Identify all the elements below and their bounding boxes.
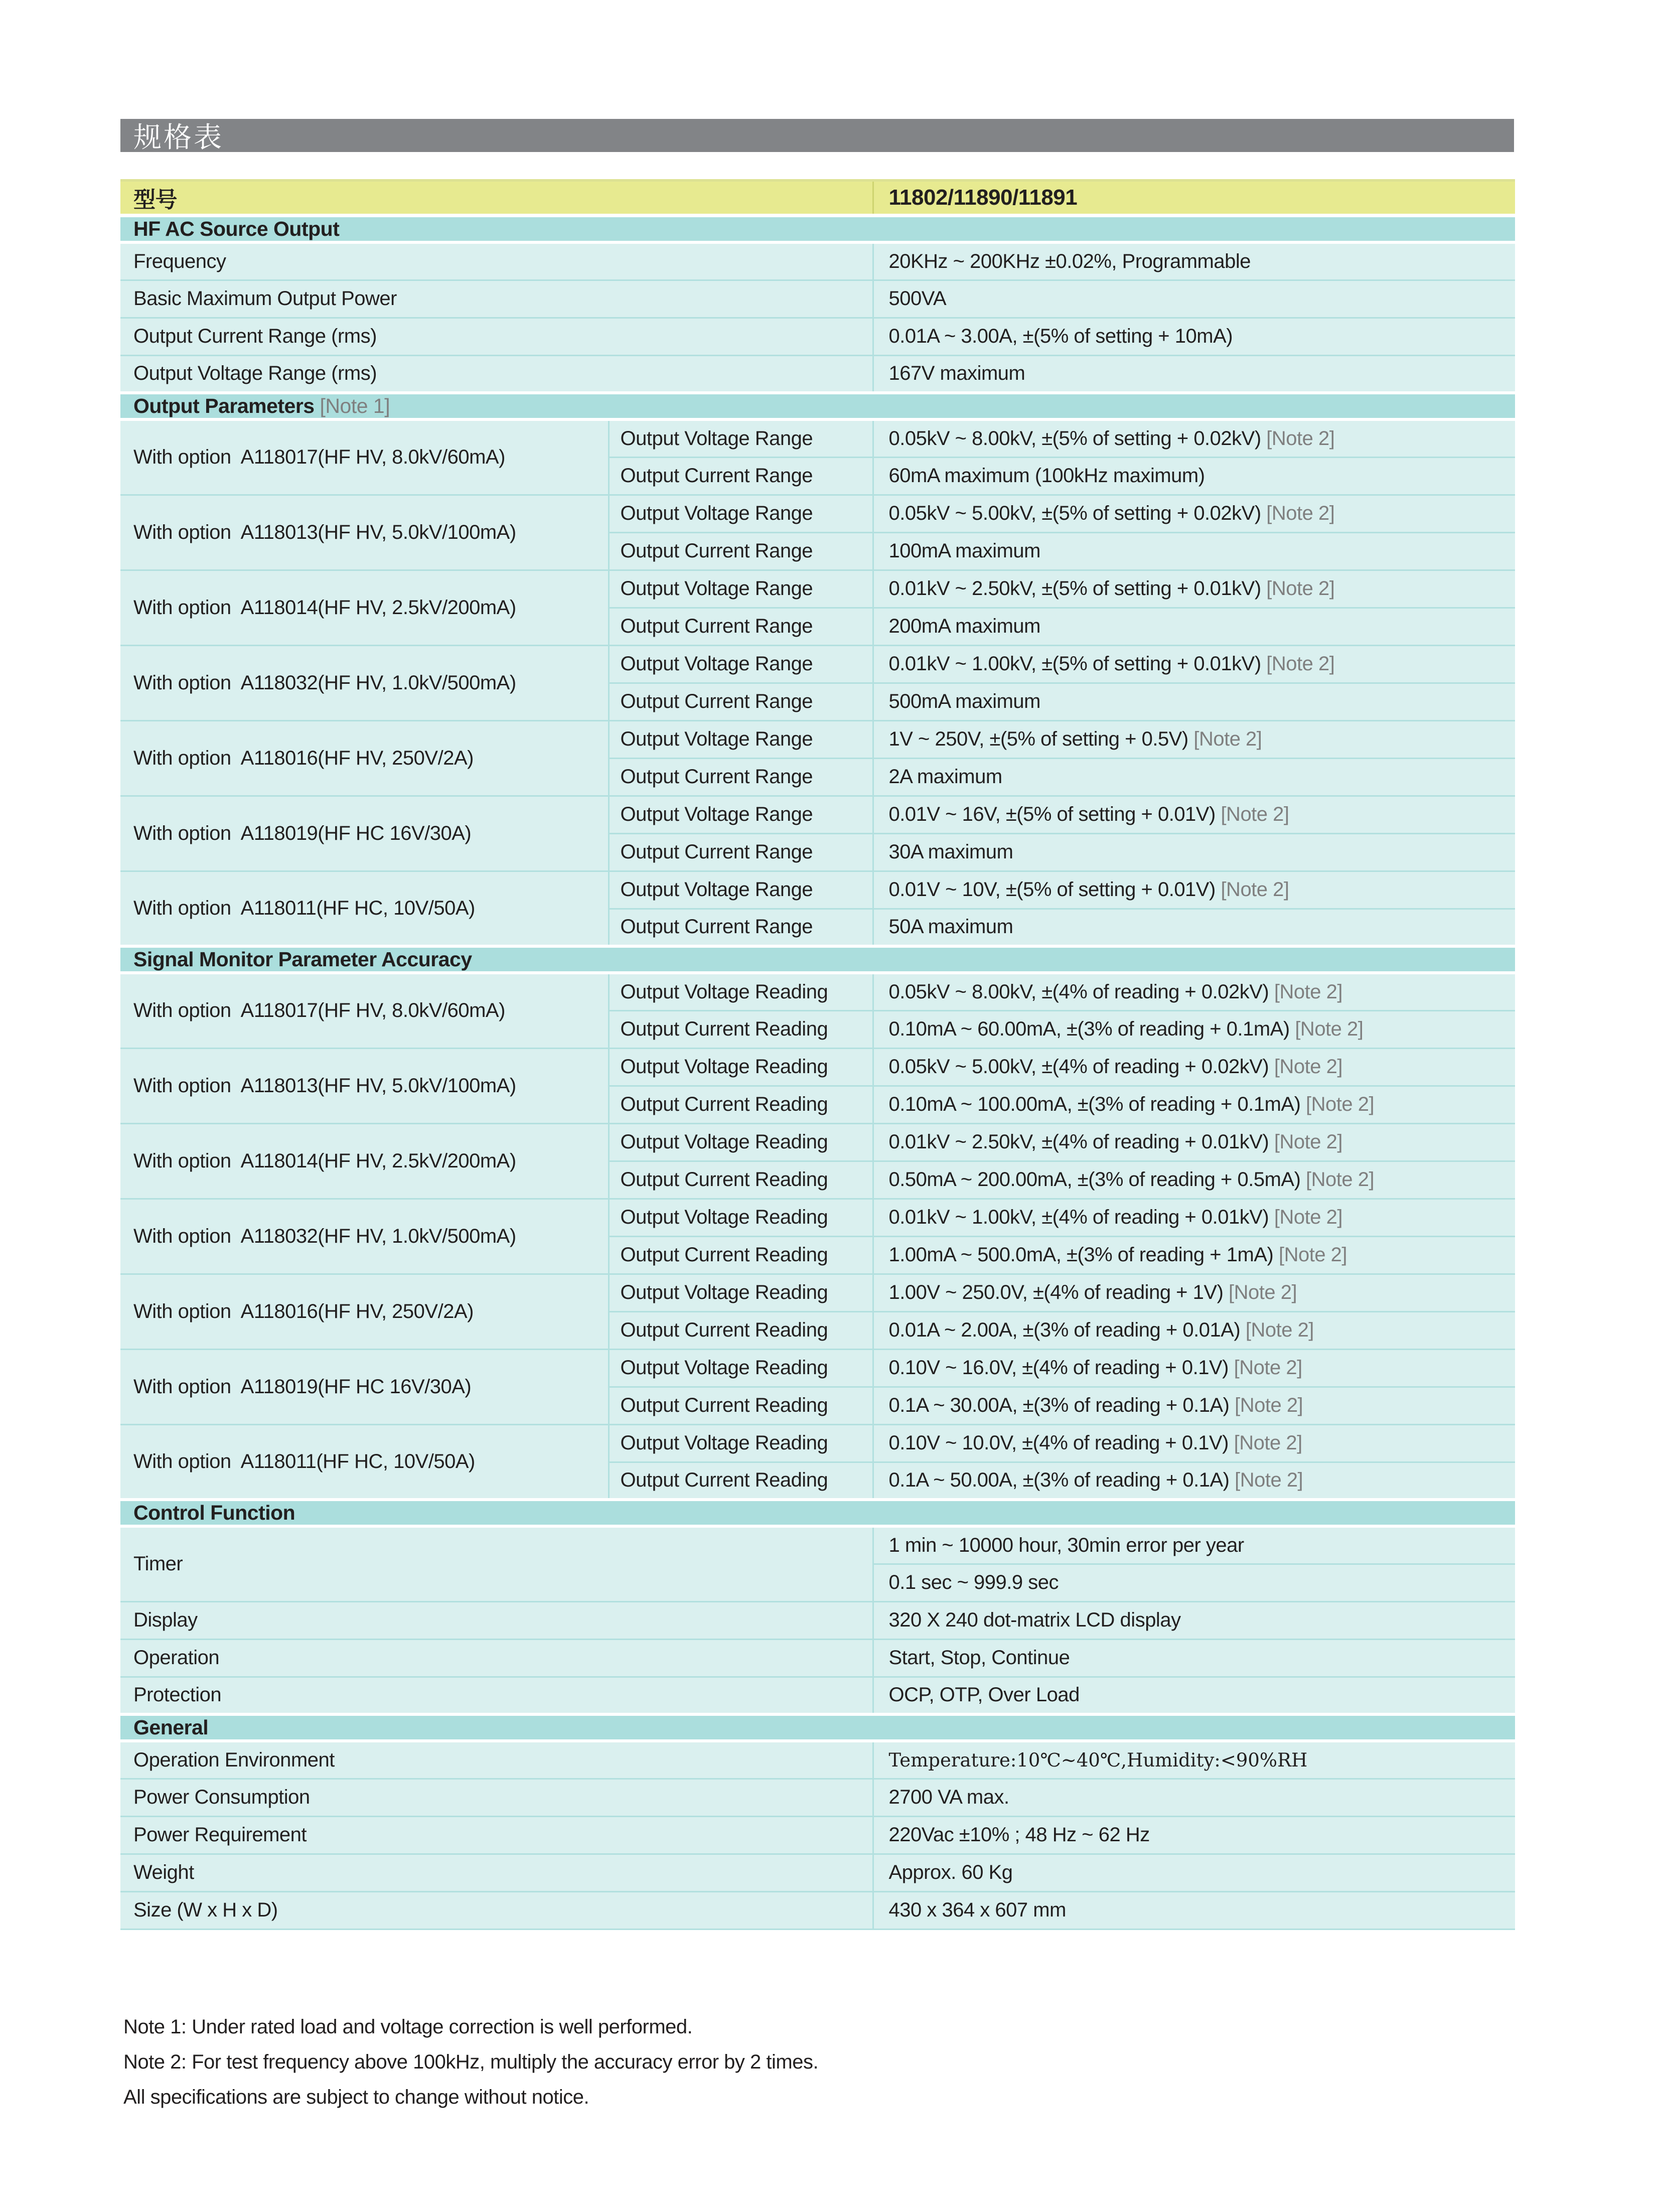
spec-value: 430 x 364 x 607 mm — [873, 1891, 1515, 1929]
sub-parameter-label: Output Current Range — [609, 608, 873, 645]
spec-value: 220Vac ±10% ; 48 Hz ~ 62 Hz — [873, 1816, 1515, 1854]
spec-row — [120, 1526, 1515, 1564]
footnote-1: Note 1: Under rated load and voltage correction is well performed. — [123, 2016, 693, 2038]
option-label: With option A118013(HF HV, 5.0kV/100mA) — [120, 495, 609, 570]
sub-parameter-label: Output Current Reading — [609, 1311, 873, 1349]
spec-value: 0.01A ~ 2.00A, ±(3% of reading + 0.01A) [Note 2] — [873, 1311, 1515, 1349]
sub-parameter-label: Output Current Reading — [609, 1086, 873, 1123]
note-ref: [Note 2] — [1266, 502, 1335, 524]
note-ref: [Note 2] — [1235, 1394, 1303, 1416]
spec-value: 50A maximum — [873, 909, 1515, 946]
spec-value: 500mA maximum — [873, 683, 1515, 720]
spec-value: 200mA maximum — [873, 608, 1515, 645]
spec-value: 100mA maximum — [873, 532, 1515, 570]
spec-value: 30A maximum — [873, 833, 1515, 871]
spec-value: 167V maximum — [873, 355, 1515, 393]
spec-value: Start, Stop, Continue — [873, 1639, 1515, 1677]
spec-label: Frequency — [120, 242, 873, 280]
note-ref: [Note 2] — [1245, 1319, 1314, 1341]
note-ref: [Note 2] — [1306, 1093, 1375, 1115]
spec-label: Output Current Range (rms) — [120, 318, 873, 355]
sub-parameter-label: Output Voltage Reading — [609, 973, 873, 1010]
option-label: With option A118013(HF HV, 5.0kV/100mA) — [120, 1048, 609, 1123]
option-row — [120, 645, 1515, 683]
spec-value: 20KHz ~ 200KHz ±0.02%, Programmable — [873, 242, 1515, 280]
option-row — [120, 1048, 1515, 1086]
spec-label: Weight — [120, 1854, 873, 1891]
option-label: With option A118016(HF HV, 250V/2A) — [120, 720, 609, 796]
note-ref: [Note 2] — [1274, 1131, 1342, 1153]
note-ref: [Note 2] — [1278, 1244, 1347, 1266]
option-row — [120, 796, 1515, 833]
sub-parameter-label: Output Current Reading — [609, 1010, 873, 1048]
spec-value: 60mA maximum (100kHz maximum) — [873, 457, 1515, 495]
spec-row — [120, 1639, 1515, 1677]
section-title: HF AC Source Output — [120, 216, 1515, 243]
spec-value: 0.10V ~ 10.0V, ±(4% of reading + 0.1V) [Note 2] — [873, 1424, 1515, 1462]
spec-row — [120, 1779, 1515, 1816]
option-row — [120, 871, 1515, 909]
section-title: Output Parameters [Note 1] — [120, 393, 1515, 419]
sub-parameter-label: Output Voltage Reading — [609, 1123, 873, 1161]
option-row — [120, 1424, 1515, 1462]
spec-value: Approx. 60 Kg — [873, 1854, 1515, 1891]
note-ref: [Note 1] — [320, 394, 390, 417]
spec-label: Size (W x H x D) — [120, 1891, 873, 1929]
spec-value: 0.1A ~ 50.00A, ±(3% of reading + 0.1A) [Note 2] — [873, 1462, 1515, 1500]
model-value: 11802/11890/11891 — [873, 181, 1515, 216]
spec-value: 0.05kV ~ 5.00kV, ±(5% of setting + 0.02kV) [Note 2] — [873, 495, 1515, 532]
sub-parameter-label: Output Current Reading — [609, 1462, 873, 1500]
sub-parameter-label: Output Voltage Reading — [609, 1274, 873, 1311]
spec-value: 0.10mA ~ 60.00mA, ±(3% of reading + 0.1mA) [Note 2] — [873, 1010, 1515, 1048]
spec-value: Temperature:10℃~40℃,Humidity:<90%RH — [873, 1741, 1515, 1779]
option-label: With option A118011(HF HC, 10V/50A) — [120, 871, 609, 946]
spec-value: 0.01A ~ 3.00A, ±(5% of setting + 10mA) — [873, 318, 1515, 355]
spec-label: Output Voltage Range (rms) — [120, 355, 873, 393]
option-row — [120, 1123, 1515, 1161]
note-ref: [Note 2] — [1274, 1056, 1342, 1078]
note-ref: [Note 2] — [1274, 980, 1342, 1003]
option-row — [120, 720, 1515, 758]
spec-row — [120, 1741, 1515, 1779]
spec-label: Power Consumption — [120, 1779, 873, 1816]
option-row — [120, 570, 1515, 608]
note-ref: [Note 2] — [1235, 1469, 1303, 1492]
spec-label: Display — [120, 1601, 873, 1639]
sub-parameter-label: Output Current Range — [609, 532, 873, 570]
option-row — [120, 1274, 1515, 1311]
spec-value: 0.01kV ~ 2.50kV, ±(5% of setting + 0.01kV) [Note 2] — [873, 570, 1515, 608]
sub-parameter-label: Output Voltage Reading — [609, 1424, 873, 1462]
section-title: Signal Monitor Parameter Accuracy — [120, 946, 1515, 973]
sub-parameter-label: Output Voltage Range — [609, 645, 873, 683]
option-label: With option A118017(HF HV, 8.0kV/60mA) — [120, 973, 609, 1048]
spec-label: Basic Maximum Output Power — [120, 280, 873, 318]
section-header-row — [120, 1500, 1515, 1526]
section-header-row — [120, 946, 1515, 973]
option-row — [120, 973, 1515, 1010]
sub-parameter-label: Output Voltage Reading — [609, 1048, 873, 1086]
sub-parameter-label: Output Current Range — [609, 909, 873, 946]
page-title-bar — [120, 119, 1514, 152]
spec-value: 0.01kV ~ 2.50kV, ±(4% of reading + 0.01kV) [Note 2] — [873, 1123, 1515, 1161]
sub-parameter-label: Output Current Range — [609, 833, 873, 871]
spec-row — [120, 318, 1515, 355]
model-row — [120, 181, 1515, 216]
option-label: With option A118032(HF HV, 1.0kV/500mA) — [120, 1199, 609, 1274]
sub-parameter-label: Output Voltage Reading — [609, 1199, 873, 1236]
page-title: 规格表 — [133, 121, 224, 154]
spec-row — [120, 1816, 1515, 1854]
note-ref: [Note 2] — [1234, 1432, 1302, 1454]
spec-value: 0.01kV ~ 1.00kV, ±(4% of reading + 0.01kV) [Note 2] — [873, 1199, 1515, 1236]
option-label: With option A118014(HF HV, 2.5kV/200mA) — [120, 1123, 609, 1199]
spec-value: 1.00V ~ 250.0V, ±(4% of reading + 1V) [Note 2] — [873, 1274, 1515, 1311]
section-header-row — [120, 1714, 1515, 1741]
footnote-2: Note 2: For test frequency above 100kHz, multiply the accuracy error by 2 times. — [123, 2051, 819, 2073]
spec-value: 0.05kV ~ 8.00kV, ±(5% of setting + 0.02kV) [Note 2] — [873, 419, 1515, 457]
sub-parameter-label: Output Current Reading — [609, 1387, 873, 1424]
spec-row — [120, 1601, 1515, 1639]
option-label: With option A118014(HF HV, 2.5kV/200mA) — [120, 570, 609, 645]
spec-value: 0.05kV ~ 8.00kV, ±(4% of reading + 0.02kV) [Note 2] — [873, 973, 1515, 1010]
option-label: With option A118019(HF HC 16V/30A) — [120, 1349, 609, 1424]
section-header-row — [120, 393, 1515, 419]
spec-label: Operation Environment — [120, 1741, 873, 1779]
spec-value: 0.10V ~ 16.0V, ±(4% of reading + 0.1V) [Note 2] — [873, 1349, 1515, 1387]
spec-value: 2700 VA max. — [873, 1779, 1515, 1816]
option-row — [120, 1199, 1515, 1236]
model-label: 型号 — [120, 181, 873, 216]
spec-value: 500VA — [873, 280, 1515, 318]
spec-label: Power Requirement — [120, 1816, 873, 1854]
spec-row — [120, 1677, 1515, 1714]
sub-parameter-label: Output Current Range — [609, 457, 873, 495]
note-ref: [Note 2] — [1234, 1357, 1302, 1379]
sub-parameter-label: Output Current Range — [609, 683, 873, 720]
spec-value: 0.01kV ~ 1.00kV, ±(5% of setting + 0.01kV) [Note 2] — [873, 645, 1515, 683]
option-row — [120, 1349, 1515, 1387]
footnote-disclaimer: All specifications are subject to change without notice. — [123, 2086, 589, 2108]
spec-value: OCP, OTP, Over Load — [873, 1677, 1515, 1714]
spec-value: 0.01V ~ 10V, ±(5% of setting + 0.01V) [Note 2] — [873, 871, 1515, 909]
option-label: With option A118017(HF HV, 8.0kV/60mA) — [120, 419, 609, 495]
section-header-row — [120, 216, 1515, 243]
spec-value: 0.1A ~ 30.00A, ±(3% of reading + 0.1A) [Note 2] — [873, 1387, 1515, 1424]
spec-label: Timer — [120, 1526, 873, 1601]
sub-parameter-label: Output Current Reading — [609, 1161, 873, 1199]
spec-value: 0.10mA ~ 100.00mA, ±(3% of reading + 0.1mA) [Note 2] — [873, 1086, 1515, 1123]
option-label: With option A118019(HF HC 16V/30A) — [120, 796, 609, 871]
spec-row — [120, 242, 1515, 280]
spec-value: 0.50mA ~ 200.00mA, ±(3% of reading + 0.5mA) [Note 2] — [873, 1161, 1515, 1199]
spec-row — [120, 355, 1515, 393]
note-ref: [Note 2] — [1229, 1281, 1297, 1303]
sub-parameter-label: Output Voltage Reading — [609, 1349, 873, 1387]
sub-parameter-label: Output Voltage Range — [609, 871, 873, 909]
spec-table — [120, 179, 1515, 1930]
option-label: With option A118011(HF HC, 10V/50A) — [120, 1424, 609, 1500]
spec-value: 1V ~ 250V, ±(5% of setting + 0.5V) [Note 2] — [873, 720, 1515, 758]
option-row — [120, 495, 1515, 532]
spec-row — [120, 280, 1515, 318]
spec-value: 1.00mA ~ 500.0mA, ±(3% of reading + 1mA) [Note 2] — [873, 1236, 1515, 1274]
note-ref: [Note 2] — [1266, 427, 1335, 450]
spec-value: 0.05kV ~ 5.00kV, ±(4% of reading + 0.02kV) [Note 2] — [873, 1048, 1515, 1086]
spec-value: 0.1 sec ~ 999.9 sec — [873, 1564, 1515, 1601]
note-ref: [Note 2] — [1306, 1168, 1375, 1191]
spec-row — [120, 1854, 1515, 1891]
option-row — [120, 419, 1515, 457]
sub-parameter-label: Output Voltage Range — [609, 419, 873, 457]
spec-value: 0.01V ~ 16V, ±(5% of setting + 0.01V) [Note 2] — [873, 796, 1515, 833]
note-ref: [Note 2] — [1266, 577, 1335, 600]
spec-value: 320 X 240 dot-matrix LCD display — [873, 1601, 1515, 1639]
spec-value: 2A maximum — [873, 758, 1515, 796]
sub-parameter-label: Output Voltage Range — [609, 495, 873, 532]
spec-value: 1 min ~ 10000 hour, 30min error per year — [873, 1526, 1515, 1564]
sub-parameter-label: Output Voltage Range — [609, 796, 873, 833]
note-ref: [Note 2] — [1193, 728, 1262, 750]
sub-parameter-label: Output Current Reading — [609, 1236, 873, 1274]
section-title: General — [120, 1714, 1515, 1741]
note-ref: [Note 2] — [1274, 1206, 1342, 1228]
note-ref: [Note 2] — [1266, 653, 1335, 675]
sub-parameter-label: Output Voltage Range — [609, 570, 873, 608]
note-ref: [Note 2] — [1221, 878, 1289, 901]
note-ref: [Note 2] — [1221, 803, 1289, 825]
spec-row — [120, 1891, 1515, 1929]
option-label: With option A118032(HF HV, 1.0kV/500mA) — [120, 645, 609, 720]
option-label: With option A118016(HF HV, 250V/2A) — [120, 1274, 609, 1349]
note-ref: [Note 2] — [1295, 1018, 1364, 1040]
sub-parameter-label: Output Current Range — [609, 758, 873, 796]
sub-parameter-label: Output Voltage Range — [609, 720, 873, 758]
section-title: Control Function — [120, 1500, 1515, 1526]
spec-label: Protection — [120, 1677, 873, 1714]
footnotes — [123, 2009, 818, 2115]
spec-label: Operation — [120, 1639, 873, 1677]
